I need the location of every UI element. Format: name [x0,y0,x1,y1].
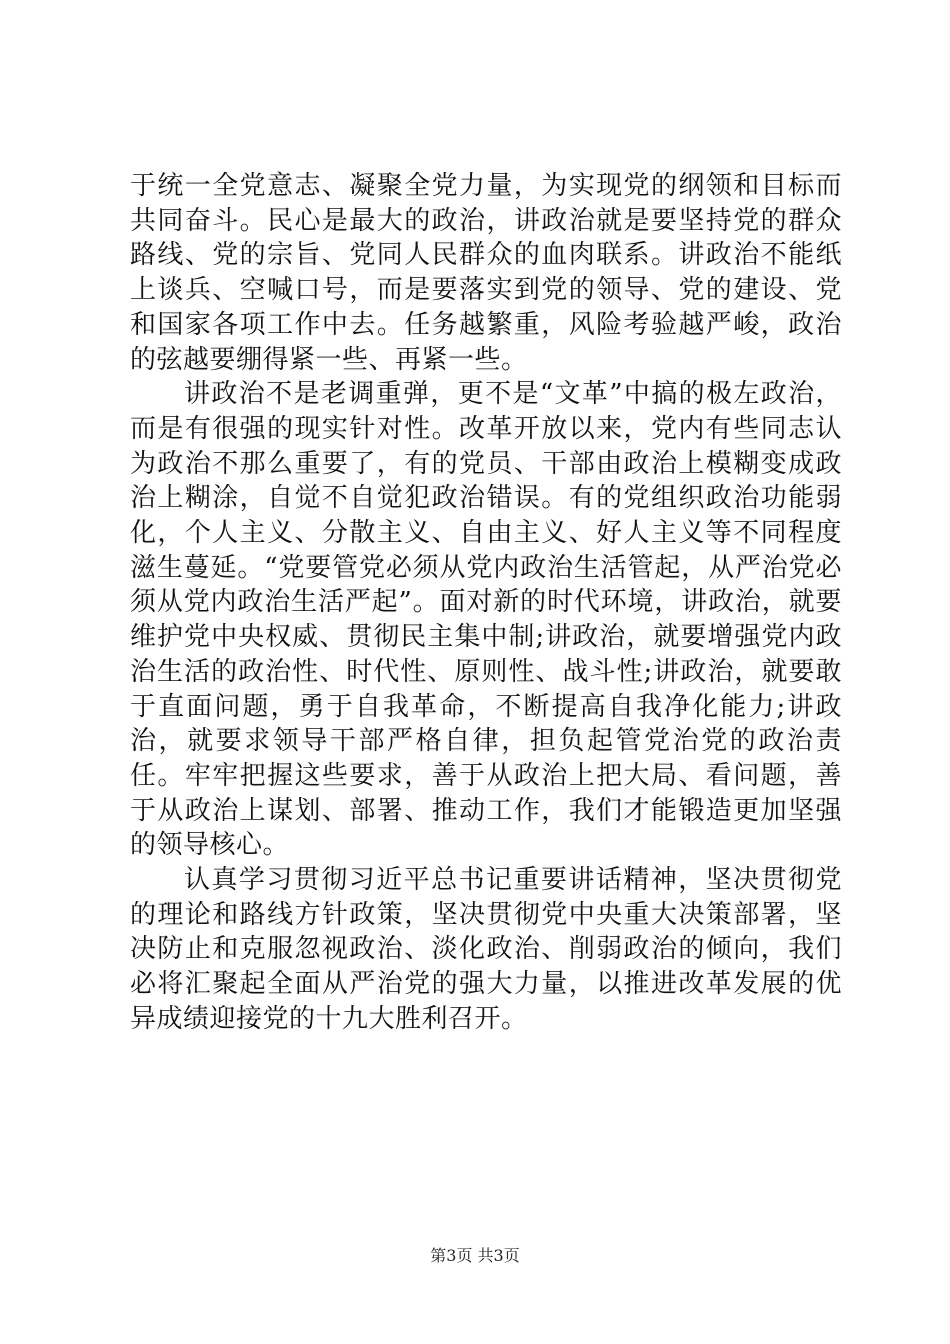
document-body [130,169,842,1037]
paragraph-1: 于统一全党意志、凝聚全党力量，为实现党的纲领和目标而共同奋斗。民心是最大的政治，讲政治就是要坚持党的群众路线、党的宗旨、党同人民群众的血肉联系。讲政治不能纸上谈兵、空喊口号，而是要落实到党的领导、党的建设、党和国家各项工作中去。任务越繁重，风险考验越严峻，政治的弦越要绷得紧一些、再紧一些。 [130,171,842,375]
paragraph-2: 讲政治不是老调重弹，更不是“文革”中搞的极左政治，而是有很强的现实针对性。改革开放以来，党内有些同志认为政治不那么重要了，有的党员、干部由政治上模糊变成政治上糊涂，自觉不自觉犯政治错误。有的党组织政治功能弱化，个人主义、分散主义、自由主义、好人主义等不同程度滋生蔓延。“党要管党必须从党内政治生活管起，从严治党必须从党内政治生活严起”。面对新的时代环境，讲政治，就要维护党中央权威、贯彻民主集中制;讲政治，就要增强党内政治生活的政治性、时代性、原则性、战斗性;讲政治，就要敢于直面问题，勇于自我革命，不断提高自我净化能力;讲政治，就要求领导干部严格自律，担负起管党治党的政治责任。牢牢把握这些要求，善于从政治上把大局、看问题，善于从政治上谋划、部署、推动工作，我们才能锻造更加坚强的领导核心。 [130,379,842,861]
paragraph-3: 认真学习贯彻习近平总书记重要讲话精神，坚决贯彻党的理论和路线方针政策，坚决贯彻党中央重大决策部署，坚决防止和克服忽视政治、淡化政治、削弱政治的倾向，我们必将汇聚起全面从严治党的强大力量，以推进改革发展的优异成绩迎接党的十九大胜利召开。 [130,865,842,1034]
page-number-footer: 第3页 共3页 [430,1246,520,1265]
